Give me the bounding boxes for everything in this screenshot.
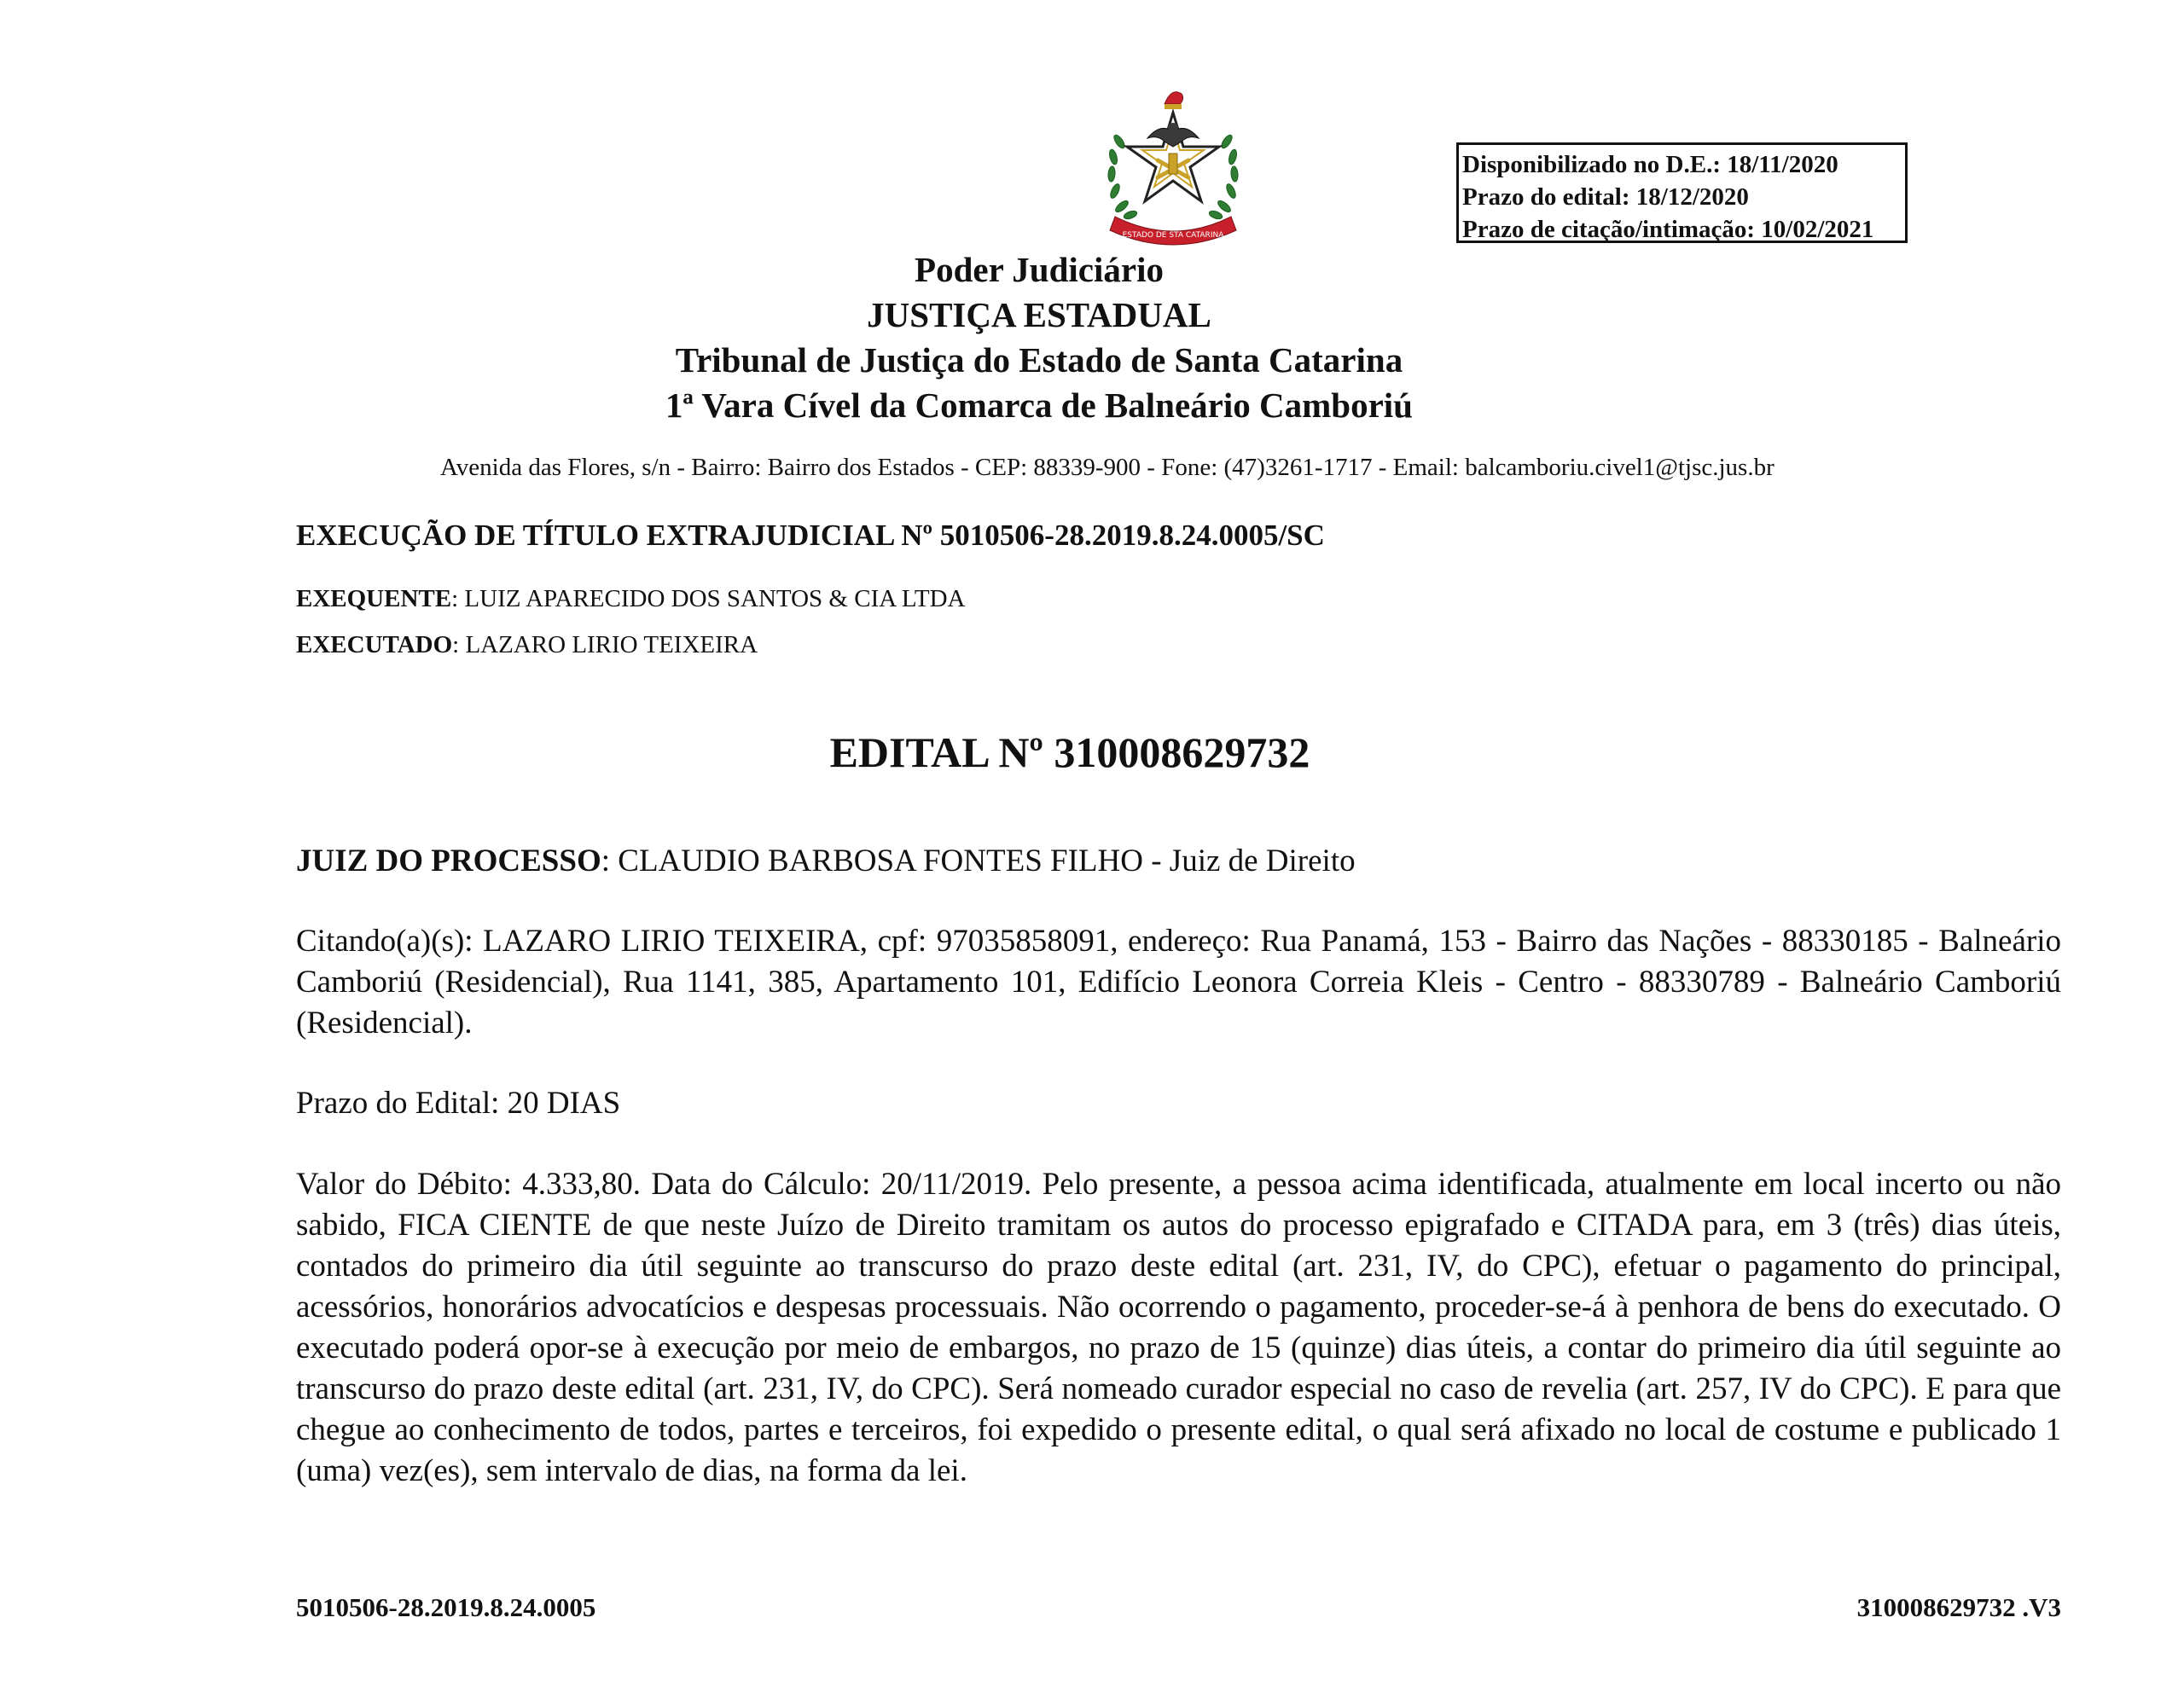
header-vara: 1ª Vara Cível da Comarca de Balneário Camboriú (665, 386, 1413, 425)
footer-process-number: 5010506-28.2019.8.24.0005 (296, 1592, 596, 1622)
edital-title (0, 727, 2184, 778)
prazo-paragraph: Prazo do Edital: 20 DIAS (296, 1086, 621, 1121)
valor-paragraph: Valor do Débito: 4.333,80. Data do Cálculo: 20/11/2019. Pelo presente, a pessoa acima identificada, atualmente em local incerto ou não sabido, FICA CIENTE de que neste Juízo de Direito tramitam os autos do processo epigrafado e CITADA para, em 3 (três) dias úteis, contados do primeiro dia útil seguinte ao transcurso do prazo deste edital (art. 231, IV, do CPC), efetuar o pagamento do principal, acessórios, honorários advocatícios e despesas processuais. Não ocorrendo o pagamento, proceder-se-á à penhora de bens do executado. O executado poderá opor-se à execução por meio de embargos, no prazo de 15 (quinze) dias úteis, a contar do primeiro dia útil seguinte ao transcurso do prazo deste edital (art. 231, IV, do CPC). Será nomeado curador especial no caso de revelia (art. 257, IV do CPC). E para que chegue ao conhecimento de todos, partes e terceiros, foi expedido o presente edital, o qual será afixado no local de costume e publicado 1 (uma) vez(es), sem intervalo de dias, na forma da lei. (296, 1167, 2061, 1488)
judge-label: JUIZ DO PROCESSO (296, 844, 601, 878)
exequente-label: EXEQUENTE (296, 585, 452, 612)
judge-line (296, 841, 1356, 882)
header-tribunal: Tribunal de Justiça do Estado de Santa Catarina (675, 340, 1403, 380)
exequente-line (296, 582, 965, 616)
header-poder-judiciario: Poder Judiciário (915, 250, 1164, 289)
edital-deadline-line: Prazo do edital: 18/12/2020 (1462, 183, 1749, 211)
citation-deadline-line: Prazo de citação/intimação: 10/02/2021 (1462, 216, 1874, 243)
publication-dates-box (1456, 142, 1908, 243)
publication-date-line: Disponibilizado no D.E.: 18/11/2020 (1462, 151, 1838, 178)
exequente-value: : LUIZ APARECIDO DOS SANTOS & CIA LTDA (451, 585, 966, 612)
citando-paragraph: Citando(a)(s): LAZARO LIRIO TEIXEIRA, cpf: 97035858091, endereço: Rua Panamá, 153 - Bairro das Nações - 88330185 - Balneário Camboriú (Residencial), Rua 1141, 385, Apartamento 101, Edifício Leonora Correia Kleis - Centro - 88330789 - Balneário Camboriú (Residencial). (296, 924, 2061, 1041)
seal-ribbon-text: ESTADO DE STA CATARINA (1122, 231, 1224, 240)
case-title: EXECUÇÃO DE TÍTULO EXTRAJUDICIAL Nº 5010506-28.2019.8.24.0005/SC (296, 519, 1325, 552)
header-justica-estadual: JUSTIÇA ESTADUAL (867, 295, 1211, 334)
judge-value: : CLAUDIO BARBOSA FONTES FILHO - Juiz de Direito (601, 844, 1356, 878)
executado-line (296, 628, 758, 662)
executado-label: EXECUTADO (296, 631, 453, 658)
footer-edital-version: 310008629732 .V3 (1856, 1592, 2061, 1622)
edital-title-text: EDITAL Nº 310008629732 (829, 728, 1310, 776)
court-address: Avenida das Flores, s/n - Bairro: Bairro dos Estados - CEP: 88339-900 - Fone: (47)3261-1717 - Email: balcamboriu.civel1@tjsc.jus.br (440, 454, 1774, 481)
executado-value: : LAZARO LIRIO TEIXEIRA (452, 631, 758, 658)
state-coat-of-arms-icon (1096, 78, 1250, 249)
